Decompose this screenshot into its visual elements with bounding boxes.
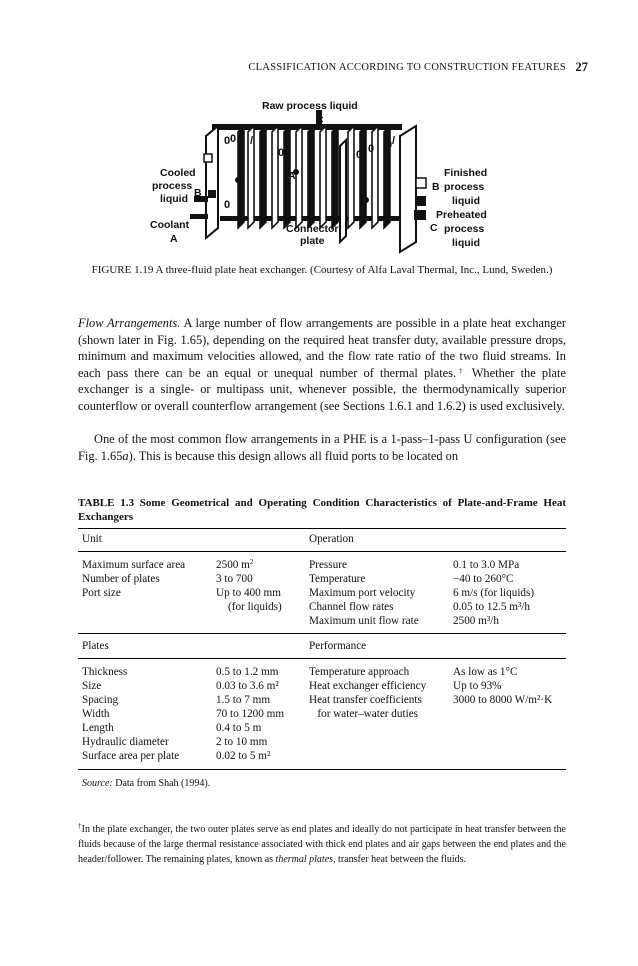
paragraph-text: One of the most common flow arrangements in a PHE is a 1-pass–1-pass U configuration (see Fig. 1.65: [78, 432, 566, 463]
label-plate: plate: [300, 235, 325, 247]
figure-caption: FIGURE 1.19 A three-fluid plate heat exchanger. (Courtesy of Alfa Laval Thermal, Inc., Lund, Sweden.): [91, 264, 553, 276]
right-end-plate: [400, 126, 426, 252]
table-source: [82, 778, 210, 789]
table-cell-value: 2500 m: [216, 559, 250, 571]
table-cell: (for liquids): [228, 601, 282, 613]
paragraph-text: Whether the plate exchanger is a single- or multipass unit, whenever possible, the thermodynamically superior counterflow or overall counterflow arrangement (see Sections 1.6.1 and 1.6.2) is used exclusively.: [78, 365, 566, 413]
source-text: Data from Shah (1994).: [112, 778, 211, 789]
running-header: CLASSIFICATION ACCORDING TO CONSTRUCTION FEATURES: [248, 62, 566, 73]
table-cell: Width: [82, 708, 110, 720]
label-a-bottom: A: [170, 233, 178, 245]
footnote-italic: thermal plates: [275, 853, 334, 865]
svg-text:0: 0: [278, 147, 285, 159]
table-cell: 0.4 to 5 m: [216, 722, 262, 734]
table-title: TABLE 1.3 Some Geometrical and Operating Condition Characteristics of Plate-and-Frame Heat Exchangers: [78, 497, 566, 523]
footnote-text: , transfer heat between the fluids.: [333, 853, 467, 865]
label-cooled: Cooled: [160, 167, 196, 179]
label-liquid-right: liquid: [452, 195, 480, 207]
table-cell: 3 to 700: [216, 573, 253, 585]
label-connector: Connector: [286, 223, 339, 235]
footnote-dagger: †: [78, 822, 82, 830]
table-rule-top: [78, 528, 566, 529]
table-cell: [216, 558, 253, 572]
table-header-operation: Operation: [309, 533, 354, 545]
table-cell: Heat transfer coefficients: [309, 694, 422, 706]
table-cell: 0.1 to 3.0 MPa: [453, 559, 520, 571]
connector-plate: [340, 140, 346, 242]
label-finished: Finished: [444, 167, 488, 179]
label-c-top: C: [316, 114, 324, 126]
footnote-text: In the plate exchanger, the two outer plates serve as end plates and ideally do not participate in heat transfer between the fluids because of the large thermal resistance associated with thick end plates and air gaps between the end plates and the header/follower. The remaining plates, known as: [78, 824, 566, 865]
table-cell: Number of plates: [82, 573, 160, 585]
label-b-right: B: [432, 181, 440, 193]
table-cell: 2 to 10 mm: [216, 736, 268, 748]
table-cell: Hydraulic diameter: [82, 736, 169, 748]
table-header-unit: Unit: [82, 533, 102, 545]
table-cell: 2500 m³/h: [453, 615, 499, 627]
source-label: Source:: [82, 778, 113, 789]
svg-text:/: /: [392, 135, 396, 147]
table-cell: Up to 93%: [453, 680, 502, 692]
label-preheated: Preheated: [436, 209, 487, 221]
table-cell: Port size: [82, 587, 121, 599]
superscript: 2: [249, 558, 254, 566]
paragraph-italic-text: a: [122, 448, 129, 463]
table-cell: 3000 to 8000 W/m²·K: [453, 694, 553, 706]
paragraph-run-in-title: Flow Arrangements.: [78, 316, 181, 330]
table-rule-bottom: [78, 769, 566, 770]
table-cell: −40 to 260°C: [453, 573, 514, 585]
table-cell: 70 to 1200 mm: [216, 708, 285, 720]
paragraph-text: ). This is because this design allows all fluid ports to be located on: [128, 448, 459, 463]
table-cell: Spacing: [82, 694, 119, 706]
table-cell: Size: [82, 680, 102, 692]
table-cell: 0.5 to 1.2 mm: [216, 666, 279, 678]
table-cell: Maximum unit flow rate: [309, 615, 419, 627]
table-cell: Heat exchanger efficiency: [309, 680, 427, 692]
label-a-mid: A: [288, 170, 296, 182]
svg-text:0: 0: [230, 133, 237, 145]
label-process-right: process: [444, 181, 485, 193]
table-cell: Temperature approach: [309, 666, 410, 678]
table-header-performance: Performance: [309, 640, 367, 652]
table-cell: As low as 1°C: [453, 666, 518, 678]
table-cell: Maximum port velocity: [309, 587, 416, 599]
label-liquid-right-2: liquid: [452, 237, 480, 249]
svg-text:0: 0: [368, 143, 375, 155]
footnote: [78, 823, 566, 867]
label-c-right: C: [430, 222, 438, 234]
table-rule-subheader: [78, 658, 566, 659]
svg-text:0: 0: [224, 199, 231, 211]
paragraph-flow-arrangements: [78, 315, 566, 415]
label-process-left: process: [152, 180, 193, 192]
table-cell: Up to 400 mm: [216, 587, 281, 599]
paragraph-flow-configuration: [78, 431, 566, 464]
table-cell: Temperature: [309, 573, 366, 585]
table-rule-mid: [78, 633, 566, 634]
svg-text:0: 0: [224, 135, 231, 147]
table-cell: 0.03 to 3.6 m²: [216, 680, 279, 692]
paragraph-text: A large number of flow arrangements are possible in a plate heat exchanger (shown later in Fig. 1.65), depending on the required heat transfer duty, available pressure drops, minimum and maximum velocities allowed, and the flow rate ratio of the two fluid streams. In each pass there can be an equal or unequal number of thermal plates.: [78, 316, 566, 380]
label-liquid-left: liquid: [160, 193, 188, 205]
table-cell: 0.02 to 5 m²: [216, 750, 271, 762]
svg-text:0: 0: [386, 139, 393, 151]
table-header-plates: Plates: [82, 640, 109, 652]
table-cell: 6 m/s (for liquids): [453, 587, 535, 599]
table-cell: Thickness: [82, 666, 128, 678]
svg-text:/: /: [250, 135, 254, 147]
table-cell: Length: [82, 722, 114, 734]
table-cell: 0.05 to 12.5 m³/h: [453, 601, 531, 613]
table-cell: Channel flow rates: [309, 601, 394, 613]
label-coolant: Coolant: [150, 219, 190, 231]
page-number: 27: [575, 60, 588, 74]
svg-text:0: 0: [356, 149, 363, 161]
table-cell: Surface area per plate: [82, 750, 180, 762]
table-cell: Pressure: [309, 559, 347, 571]
table-cell: for water–water duties: [309, 708, 419, 720]
label-b-left: B: [194, 187, 202, 199]
label-process-right-2: process: [444, 223, 485, 235]
plate-pack: [238, 126, 393, 228]
table-cell: 1.5 to 7 mm: [216, 694, 271, 706]
left-end-plate: [204, 126, 218, 238]
footnote-marker: †: [456, 366, 466, 375]
table-cell: Maximum surface area: [82, 559, 186, 571]
label-raw-process-liquid: Raw process liquid: [262, 100, 358, 112]
table-rule-header: [78, 551, 566, 552]
plate-heat-exchanger-figure: [120, 96, 530, 254]
